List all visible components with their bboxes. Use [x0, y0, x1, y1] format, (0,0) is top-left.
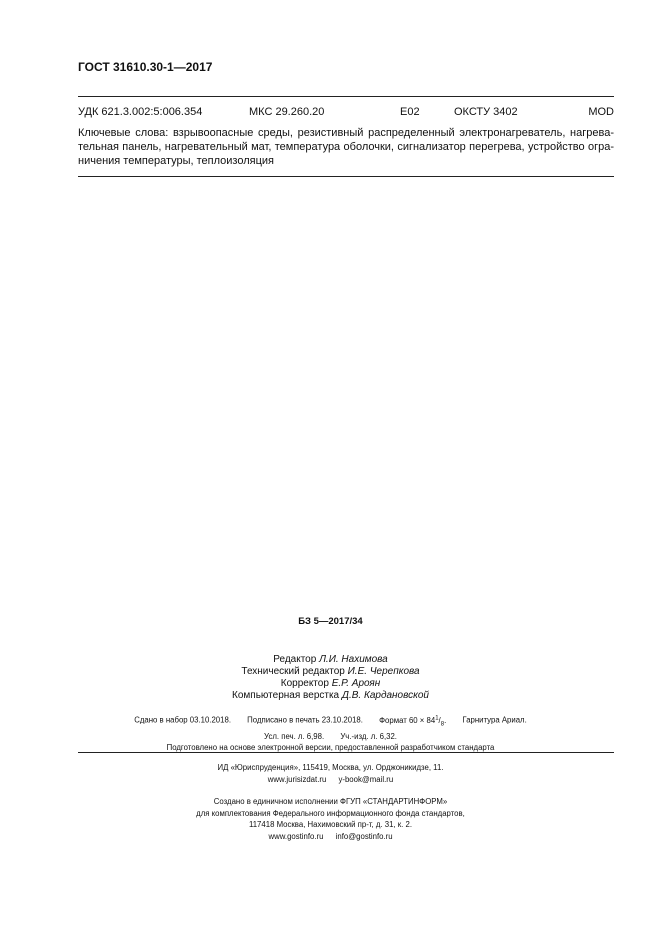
publisher-block	[0, 762, 661, 786]
tech-editor-label: Технический редактор	[241, 666, 345, 677]
mod-label: MOD	[588, 106, 614, 118]
address-line: 117418 Москва, Нахимовский пр-т, д. 31, к. 2.	[248, 820, 413, 829]
submitted-date: Сдано в набор 03.10.2018.	[134, 715, 231, 725]
corrector-line	[0, 678, 661, 690]
layout-line	[0, 690, 661, 702]
keywords-line: ничения температуры, теплоизоляция	[78, 155, 275, 167]
bz-number: БЗ 5—2017/34	[298, 616, 363, 627]
signed-date: Подписано в печать 23.10.2018.	[247, 715, 363, 725]
prepared-note: Подготовлено на основе электронной версии, предоставленной разработчиком стандарта	[166, 743, 495, 753]
sheets-line	[0, 731, 661, 743]
staff-block	[0, 654, 661, 702]
publisher-email[interactable]: y-book@mail.ru	[338, 775, 394, 784]
corrector-label: Корректор	[280, 678, 329, 689]
print-sheets: Усл. печ. л. 6,98.	[264, 731, 325, 741]
standartinform-block	[0, 796, 661, 842]
gostinfo-email[interactable]: info@gostinfo.ru	[335, 831, 393, 841]
paper-format: Формат $60 \times 84^1/_8$.	[379, 715, 447, 728]
layout-label: Компьютерная верстка	[232, 690, 340, 701]
publisher-site[interactable]: www.jurisizdat.ru	[267, 775, 327, 784]
tech-editor-name: И.Е. Черепкова	[347, 666, 420, 677]
keywords-block	[78, 126, 614, 168]
typeface: Гарнитура Ариал.	[462, 715, 527, 725]
standartinform-contacts	[0, 831, 661, 843]
corrector-name: Е.Р. Ароян	[331, 678, 381, 689]
gostinfo-site[interactable]: www.gostinfo.ru	[268, 831, 324, 841]
publisher-id-line: ИД «Юриспруденция», 115419, Москва, ул. Орджоникидзе, 11.	[217, 763, 444, 772]
editor-name: Л.И. Нахимова	[319, 654, 388, 665]
udk-code: УДК 621.3.002:5:006.354	[78, 106, 203, 118]
bottom-divider	[78, 752, 614, 753]
top-divider	[78, 96, 614, 97]
okstu-code: ОКСТУ 3402	[454, 106, 518, 118]
keywords-line: Ключевые слова: взрывоопасные среды, резистивный распределенный электронагреватель, нагрева-	[78, 127, 614, 139]
publisher-contacts	[0, 774, 661, 786]
editor-label: Редактор	[273, 654, 317, 665]
keywords-divider	[78, 176, 614, 177]
keywords-line: тельная панель, нагревательный мат, температура оболочки, сигнализатор перегрева, устройство огра-	[78, 141, 614, 153]
document-code: ГОСТ 31610.30-1—2017	[78, 60, 213, 74]
imprint-line	[0, 713, 661, 731]
editor-line	[0, 654, 661, 666]
created-line: для комплектования Федерального информационного фонда стандартов,	[196, 808, 465, 818]
e-code: E02	[400, 106, 420, 118]
created-line: Создано в единичном исполнении ФГУП «СТАНДАРТИНФОРМ»	[213, 797, 448, 806]
imprint-block	[0, 713, 661, 754]
layout-name: Д.В. Кардановской	[341, 690, 429, 701]
pub-sheets: Уч.-изд. л. 6,32.	[340, 731, 397, 741]
tech-editor-line	[0, 666, 661, 678]
mks-code: МКС 29.260.20	[249, 106, 325, 118]
